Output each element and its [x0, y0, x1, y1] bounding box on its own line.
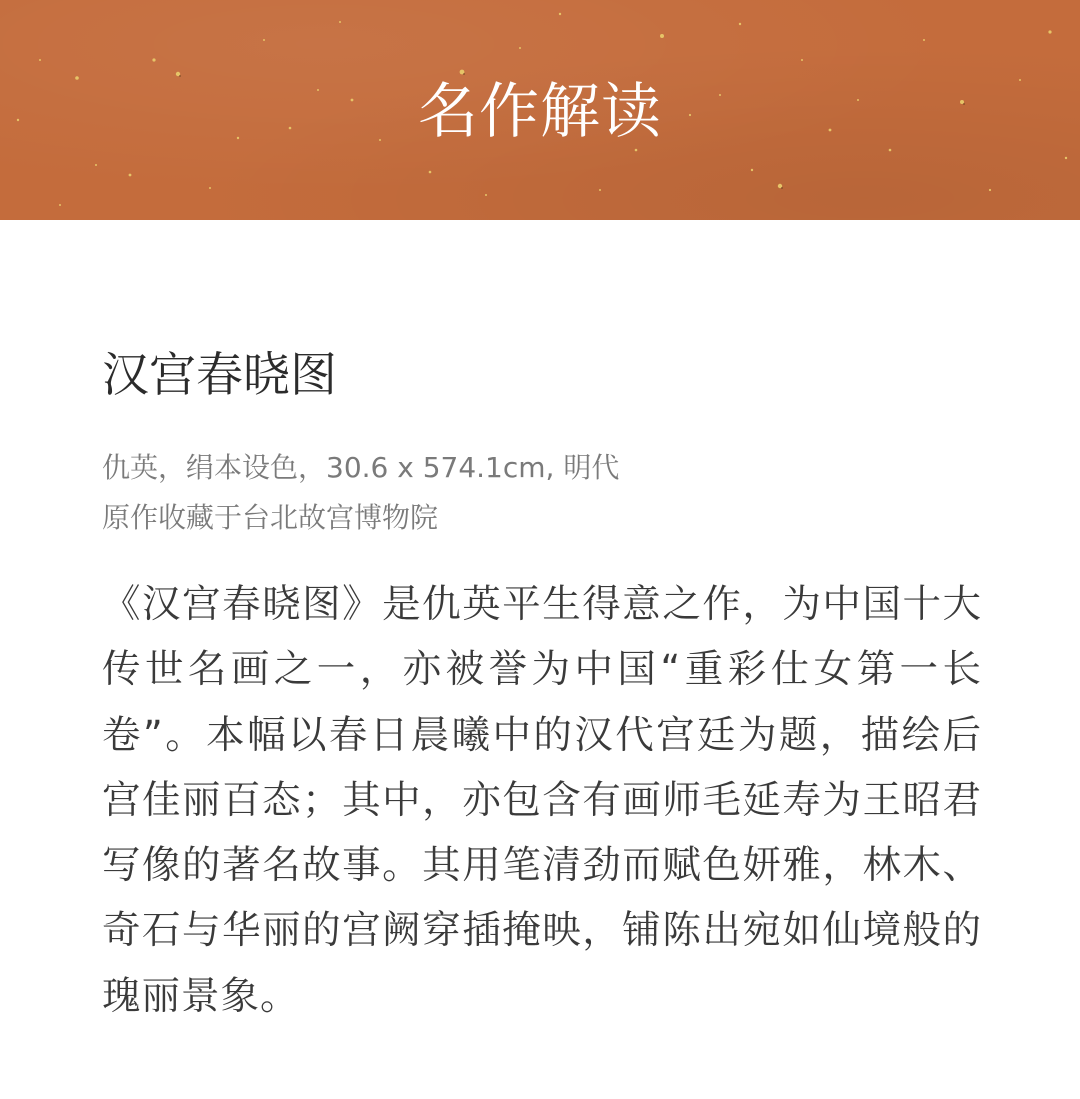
artwork-title: 汉宫春晓图	[102, 348, 337, 403]
artwork-meta-collection: 原作收藏于台北故宫博物院	[102, 501, 439, 534]
artwork-description: 《汉宫春晓图》是仇英平生得意之作，为中国十大传世名画之一，亦被誉为中国“重彩仕女第一长卷”。本幅以春日晨曦中的汉代宫廷为题，描绘后宫佳丽百态；其中，亦包含有画师毛延寿为王昭君写像的著名故事。其用笔清劲而赋色妍雅，林木、奇石与华丽的宫阙穿插掩映，铺陈出宛如仙境般的瑰丽景象。	[102, 582, 982, 1019]
header-banner	[0, 0, 1080, 220]
artwork-meta-artist-medium: 仇英，绢本设色，30.6 x 574.1cm, 明代	[102, 451, 620, 484]
section-heading: 名作解读	[418, 77, 662, 147]
